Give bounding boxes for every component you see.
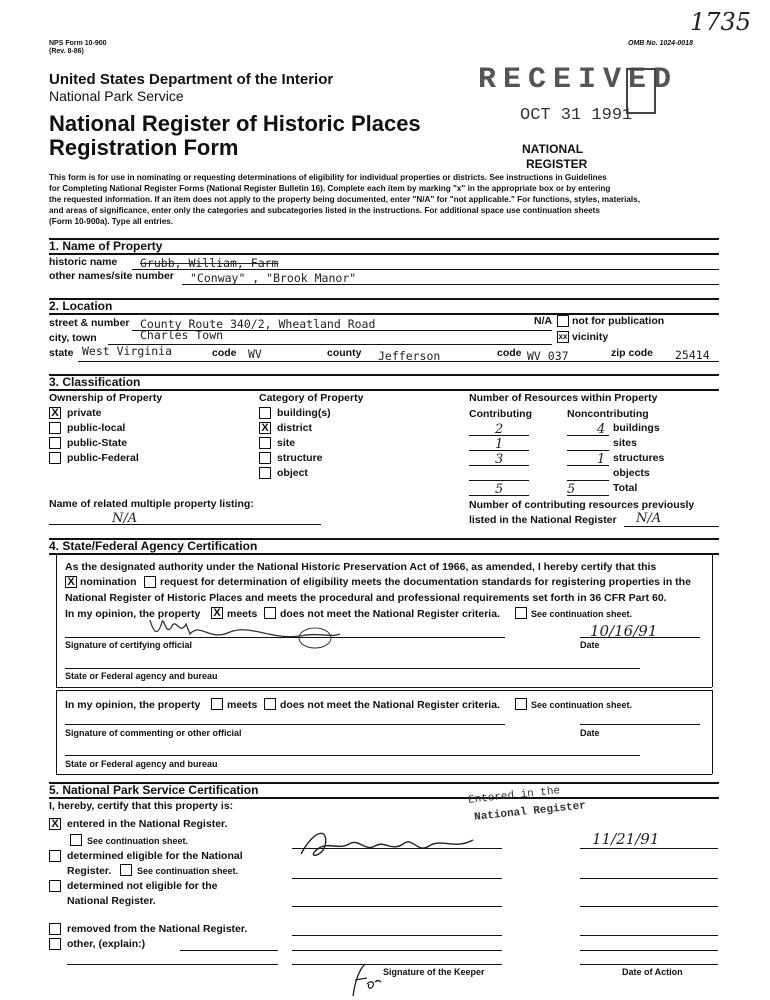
keeper-signature-icon [295, 824, 495, 864]
public-local-label: public-local [67, 422, 126, 434]
nomination-checkbox[interactable]: X [65, 576, 77, 588]
underline [580, 950, 718, 951]
underline [580, 935, 718, 936]
na-label: N/A [534, 315, 553, 327]
section-4-heading: 4. State/Federal Agency Certification [49, 539, 258, 553]
entered-stamp-1: Entered in the [467, 785, 561, 807]
underline [580, 637, 700, 638]
meets-label: meets [227, 608, 258, 620]
vicinity-label: vicinity [572, 331, 609, 343]
underline [132, 269, 719, 270]
determined-not-eligible-label-2: National Register. [67, 895, 156, 907]
underline [567, 435, 609, 436]
contrib-sites-count: 1 [495, 437, 504, 452]
public-local-checkbox[interactable] [49, 422, 61, 434]
opinion-label: In my opinion, the property [65, 608, 201, 620]
underline [292, 848, 502, 849]
total-count-label: Total [613, 482, 638, 494]
other-names-value: "Conway" , "Brook Manor" [190, 271, 357, 285]
bureau-2-label: State or Federal agency and bureau [65, 759, 218, 769]
does-not-meet-2-checkbox[interactable] [264, 698, 276, 710]
underline [469, 480, 529, 481]
form-id: NPS Form 10-900 [49, 40, 107, 47]
underline [567, 495, 609, 496]
site-checkbox[interactable] [259, 437, 271, 449]
objects-count-label: objects [613, 467, 650, 479]
determined-not-eligible-label: determined not eligible for the [67, 880, 218, 892]
instructions: This form is for use in nominating or requesting determinations of eligibility for individual properties or districts. See instructions in Guidelines for Completing National Register Forms (National Register Bulletin 16). Complete each item by marking "x" in the appropriate box or by entering the requested information. If an item does not apply to the property being documented, enter "N/A" for "not applicable." For functions, styles, materials, and areas of significance, enter only the categories and subcategories listed in the instructions. For additional space use continuation sheets (Form 10-900a). Type all entries. [49, 173, 641, 226]
underline [180, 950, 278, 951]
public-state-label: public-State [67, 437, 128, 449]
contrib-structures-count: 3 [495, 452, 504, 467]
section-5-heading: 5. National Park Service Certification [49, 783, 259, 797]
county-label: county [327, 347, 362, 359]
removed-label: removed from the National Register. [67, 923, 248, 935]
underline [469, 465, 529, 466]
city-value: Charles Town [140, 328, 224, 342]
certifying-signature-label: Signature of certifying official [65, 640, 193, 650]
state-label: state [49, 347, 74, 359]
continuation-checkbox[interactable] [515, 607, 527, 619]
keeper-date: 11/21/91 [592, 830, 660, 848]
underline [580, 878, 718, 879]
determined-eligible-label-2: Register. [67, 865, 112, 877]
agency-service: National Park Service [49, 88, 184, 104]
contrib-total-count: 5 [495, 482, 504, 497]
nomination-label: nomination [80, 576, 137, 588]
other-label: other, (explain:) [67, 938, 146, 950]
private-checkbox[interactable]: X [49, 407, 61, 419]
form-subtitle: Registration Form [49, 135, 239, 160]
street-value: County Route 340/2, Wheatland Road [140, 317, 376, 331]
street-label: street & number [49, 317, 130, 329]
divider [49, 374, 719, 376]
buildings-category-label: building(s) [277, 407, 331, 419]
category-heading: Category of Property [259, 392, 364, 404]
historic-name-value: Grubb, William, Farm [140, 256, 279, 270]
underline [108, 344, 552, 345]
underline [78, 361, 719, 362]
continuation-2-checkbox[interactable] [515, 698, 527, 710]
noncontrib-structures-count: 1 [597, 452, 606, 467]
county-code-label: code [497, 347, 522, 359]
underline [56, 687, 712, 688]
private-label: private [67, 407, 102, 419]
box-border [712, 553, 713, 687]
underline [65, 724, 505, 725]
certifying-date-label: Date [580, 640, 600, 650]
other-names-label: other names/site number [49, 270, 174, 282]
underline [292, 878, 502, 879]
multiple-listing-label: Name of related multiple property listing: [49, 498, 254, 510]
previously-listed-label-2: listed in the National Register [469, 514, 617, 526]
underline [56, 774, 712, 775]
determined-eligible-checkbox[interactable] [49, 850, 61, 862]
other-checkbox[interactable] [49, 938, 61, 950]
underline [567, 480, 609, 481]
underline [292, 906, 502, 907]
underline [624, 526, 719, 527]
zip-label: zip code [611, 347, 654, 359]
underline [65, 637, 505, 638]
ownership-heading: Ownership of Property [49, 392, 163, 404]
zip-value: 25414 [675, 348, 710, 362]
underline [469, 450, 529, 451]
noncontrib-total-count: 5 [567, 482, 576, 497]
buildings-count-label: buildings [613, 422, 660, 434]
for-initials-icon [345, 958, 385, 998]
entered-stamp-2: National Register [473, 800, 587, 824]
keeper-intro: I, hereby, certify that this property is: [49, 800, 234, 812]
divider [49, 298, 719, 300]
underline [292, 964, 502, 965]
section-1-heading: 1. Name of Property [49, 239, 163, 253]
state-code-value: WV [248, 347, 262, 361]
district-label: district [277, 422, 313, 434]
underline [580, 724, 700, 725]
date-of-action-label: Date of Action [622, 967, 683, 977]
district-checkbox[interactable]: X [259, 422, 271, 434]
public-federal-checkbox[interactable] [49, 452, 61, 464]
site-label: site [277, 437, 296, 449]
underline [580, 848, 718, 849]
state-value: West Virginia [82, 344, 173, 358]
certification-date: 10/16/91 [590, 622, 658, 640]
form-title: National Register of Historic Places [49, 111, 421, 136]
noncontributing-heading: Noncontributing [567, 408, 649, 420]
underline [67, 964, 278, 965]
entered-continuation-label: See continuation sheet. [87, 836, 189, 846]
county-value: Jefferson [378, 349, 441, 363]
box-border [56, 690, 57, 774]
not-for-publication-checkbox[interactable] [557, 315, 569, 327]
cert-paragraph-1: As the designated authority under the National Historic Preservation Act of 1966, as amended, I hereby certify that this [65, 561, 657, 573]
section-2-heading: 2. Location [49, 299, 113, 313]
underline [49, 524, 321, 525]
underline [469, 435, 529, 436]
eligible-continuation-label: See continuation sheet. [137, 866, 239, 876]
sites-count-label: sites [613, 437, 637, 449]
underline [580, 964, 718, 965]
vicinity-checkbox[interactable]: xx [558, 332, 568, 341]
continuation-2-label: See continuation sheet. [531, 700, 633, 710]
opinion-2-label: In my opinion, the property [65, 699, 201, 711]
received-stamp: RECEIVED [478, 63, 679, 97]
entered-continuation-checkbox[interactable] [70, 834, 82, 846]
previously-listed-label-1: Number of contributing resources previously [469, 499, 695, 511]
box-border [56, 553, 57, 687]
underline [65, 755, 640, 756]
agency-name: United States Department of the Interior [49, 71, 334, 88]
determined-eligible-label: determined eligible for the National [67, 850, 243, 862]
state-code-label: code [212, 347, 237, 359]
buildings-checkbox[interactable] [259, 407, 271, 419]
section-3-heading: 3. Classification [49, 375, 141, 389]
structure-checkbox[interactable] [259, 452, 271, 464]
cert-paragraph-2: request for determination of eligibility meets the documentation standards for registering properties in the [160, 576, 691, 588]
cert-paragraph-3: National Register of Historic Places and meets the procedural and professional requirements set forth in 36 CFR Part 60. [65, 592, 667, 604]
county-code-value: WV 037 [527, 349, 569, 363]
box-border [712, 690, 713, 774]
contributing-heading: Contributing [469, 408, 532, 420]
divider [49, 253, 719, 255]
previously-listed-value: N/A [636, 511, 662, 526]
underline [567, 465, 609, 466]
multiple-listing-value: N/A [112, 511, 138, 526]
doc-number: 1735 [690, 8, 752, 36]
keeper-signature-label: Signature of the Keeper [383, 967, 485, 977]
noncontrib-buildings-count: 4 [597, 422, 606, 437]
bureau-label: State or Federal agency and bureau [65, 671, 218, 681]
underline [469, 495, 529, 496]
structures-count-label: structures [613, 452, 665, 464]
stamp-register: REGISTER [526, 157, 588, 171]
form-rev: (Rev. 8-86) [49, 48, 84, 55]
divider [49, 553, 719, 555]
divider [49, 797, 719, 799]
stamp-national: NATIONAL [522, 142, 584, 156]
underline [567, 450, 609, 451]
underline [292, 935, 502, 936]
does-not-meet-2-label: does not meet the National Register criteria. [280, 699, 500, 711]
omb-number: OMB No. 1024-0018 [628, 40, 693, 47]
underline [182, 284, 719, 285]
underline [292, 950, 502, 951]
commenting-signature-label: Signature of commenting or other official [65, 728, 242, 738]
structure-label: structure [277, 452, 323, 464]
meets-2-label: meets [227, 699, 258, 711]
received-date: OCT 31 1991 [520, 106, 633, 125]
public-state-checkbox[interactable] [49, 437, 61, 449]
does-not-meet-label: does not meet the National Register criteria. [280, 608, 500, 620]
underline [65, 668, 640, 669]
commenting-date-label: Date [580, 728, 600, 738]
contrib-buildings-count: 2 [495, 422, 504, 437]
request-checkbox[interactable] [144, 576, 156, 588]
historic-name-label: historic name [49, 256, 118, 268]
underline [580, 906, 718, 907]
entered-label: entered in the National Register. [67, 818, 228, 830]
eligible-continuation-checkbox[interactable] [120, 864, 132, 876]
continuation-label: See continuation sheet. [531, 609, 633, 619]
removed-checkbox[interactable] [49, 923, 61, 935]
underline [56, 690, 712, 691]
meets-2-checkbox[interactable] [211, 698, 223, 710]
determined-not-eligible-checkbox[interactable] [49, 880, 61, 892]
city-label: city, town [49, 332, 97, 344]
object-label: object [277, 467, 308, 479]
object-checkbox[interactable] [259, 467, 271, 479]
divider [49, 389, 719, 391]
meets-checkbox[interactable]: X [211, 607, 223, 619]
public-federal-label: public-Federal [67, 452, 139, 464]
resources-heading: Number of Resources within Property [469, 392, 658, 404]
entered-checkbox[interactable]: X [49, 818, 61, 830]
not-for-publication-label: not for publication [572, 315, 665, 327]
